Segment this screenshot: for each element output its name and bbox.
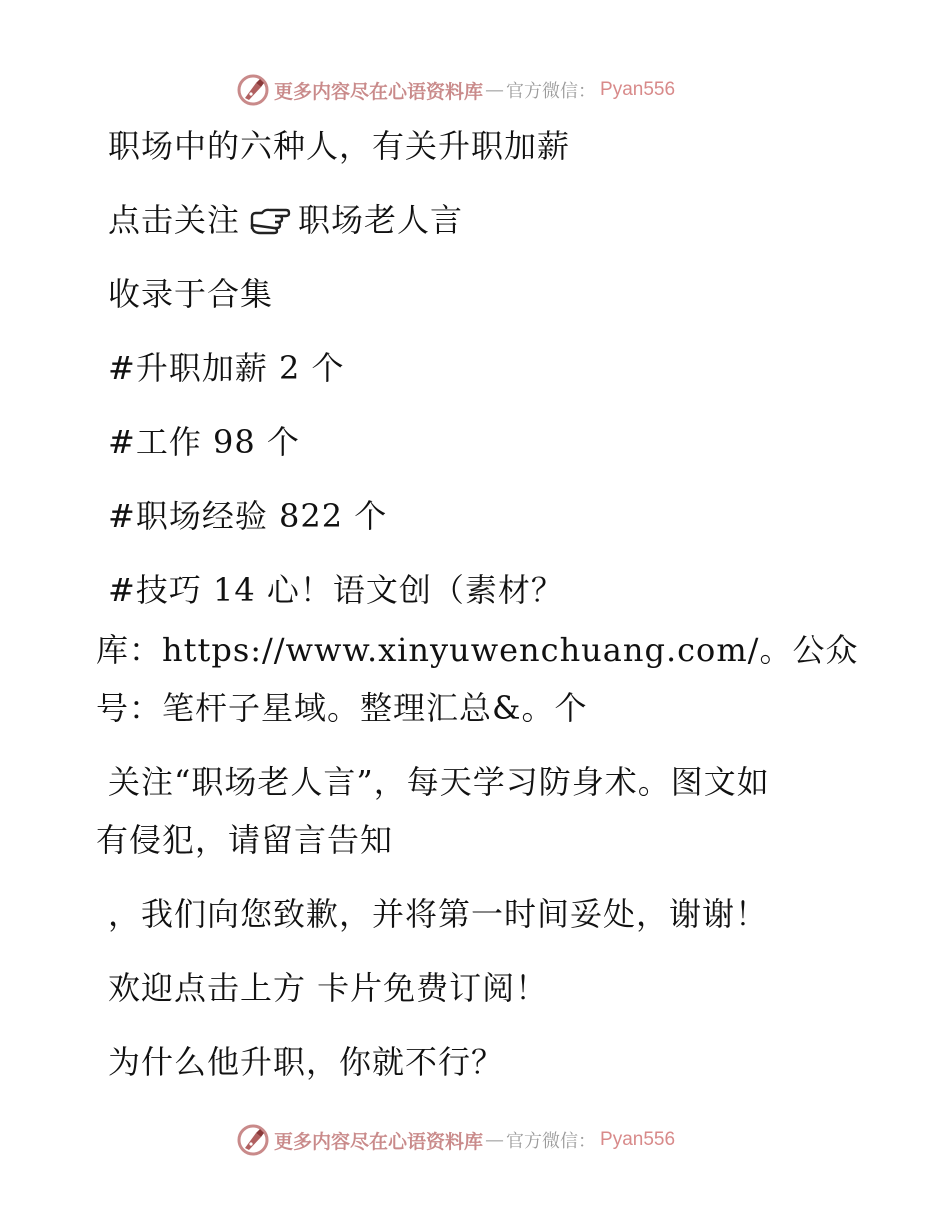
header-watermark <box>236 72 675 108</box>
article-title: 职场中的六种人，有关升职加薪 <box>108 127 571 165</box>
tag-promotion: #升职加薪 2 个 <box>108 349 345 387</box>
tag-skills: #技巧 14 心！语文创（素材？ <box>108 571 564 609</box>
notice-line-2: 有侵犯，请留言告知 <box>96 821 394 859</box>
follow-line <box>108 202 463 238</box>
watermark-wechat-id: Pyan556 <box>600 79 676 100</box>
tag-experience: #职场经验 822 个 <box>108 497 388 535</box>
watermark-brand: 更多内容尽在心语资料库 <box>274 1130 484 1153</box>
section-heading: 为什么他升职，你就不行？ <box>108 1043 505 1081</box>
subscribe-line: 欢迎点击上方 卡片免费订阅！ <box>108 969 549 1007</box>
watermark-label: 官方微信： <box>506 81 597 102</box>
source-account-line: 号：笔杆子星域。整理汇总&。个 <box>96 689 588 727</box>
watermark-brand: 更多内容尽在心语资料库 <box>274 80 484 103</box>
pen-nib-logo-icon <box>236 73 270 107</box>
watermark-dash: — <box>485 79 505 101</box>
watermark-wechat-id: Pyan556 <box>600 1129 676 1150</box>
follow-text: 点击关注 <box>108 201 241 239</box>
account-name: 职场老人言 <box>298 201 464 239</box>
pointing-hand-icon <box>248 205 292 235</box>
collection-label: 收录于合集 <box>108 275 274 313</box>
footer-watermark <box>236 1122 675 1158</box>
notice-line-1: 关注“职场老人言”，每天学习防身术。图文如 <box>108 763 770 801</box>
pen-nib-logo-icon <box>236 1123 270 1157</box>
apology-line: ，我们向您致歉，并将第一时间妥处，谢谢！ <box>108 895 769 933</box>
source-url-line: 库：https://www.xinyuwenchuang.com/。公众 <box>96 631 859 669</box>
tag-work: #工作 98 个 <box>108 423 300 461</box>
watermark-dash: — <box>485 1129 505 1151</box>
watermark-label: 官方微信： <box>506 1131 597 1152</box>
